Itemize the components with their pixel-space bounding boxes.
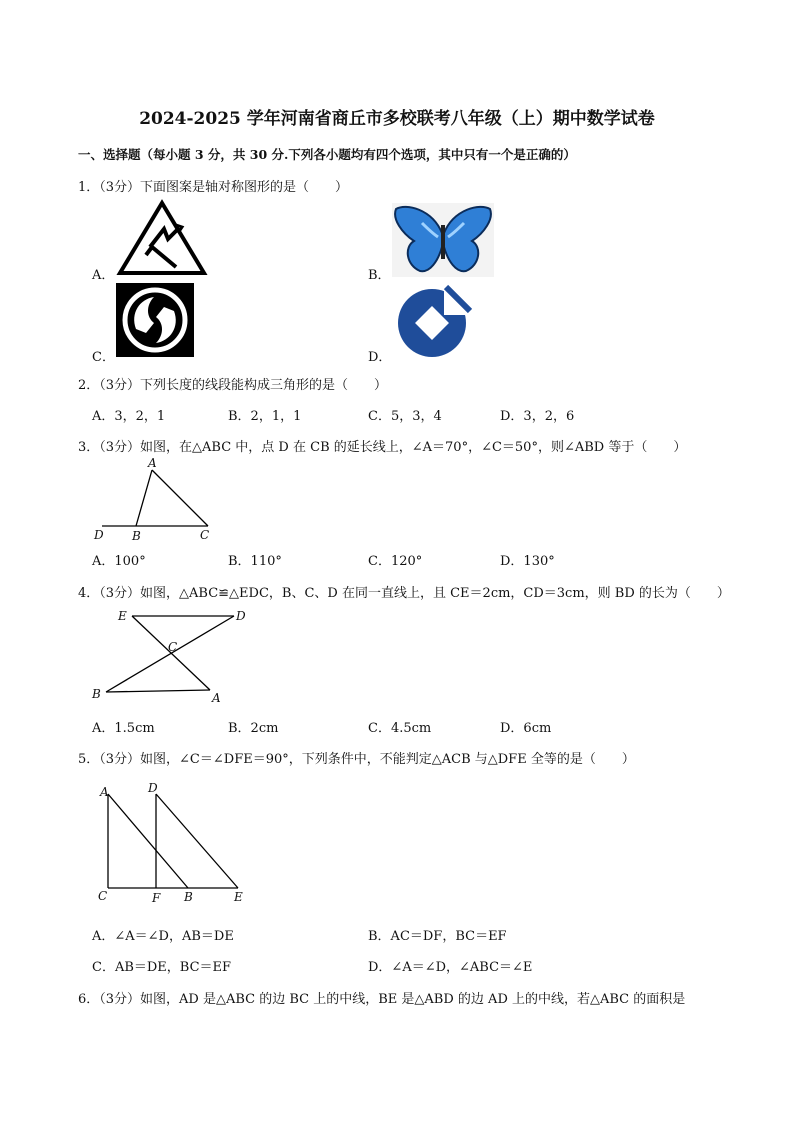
recycle-circle-icon: [116, 283, 194, 357]
q4-point-d: D: [236, 609, 246, 623]
q2-option-d: D．3，2，6: [500, 409, 575, 424]
q3-point-a: A: [148, 456, 157, 470]
q5-point-c: C: [98, 889, 108, 903]
q3-point-d: D: [94, 528, 104, 542]
section-heading: 一、选择题（每小题 3 分，共 30 分.下列各小题均有四个选项，其中只有一个是正确的）: [78, 147, 576, 162]
question-5-stem: 5．（3分）如图，∠C＝∠DFE＝90°，下列条件中，不能判定△ACB 与△DFE 全等的是（ ）: [78, 752, 635, 767]
q4-option-b: B．2cm: [228, 721, 279, 736]
q4-point-c: C: [168, 640, 178, 654]
q5-point-f: F: [152, 891, 161, 905]
q2-option-b: B．2，1，1: [228, 409, 302, 424]
q4-point-e: E: [118, 609, 127, 623]
q4-option-a: A．1.5cm: [92, 721, 155, 736]
page-title: 2024-2025 学年河南省商丘市多校联考八年级（上）期中数学试卷: [139, 109, 655, 129]
q3-side-ac: [152, 470, 208, 526]
q4-line-ba: [106, 690, 210, 692]
q4-congruent-figure: [88, 604, 258, 708]
butterfly-icon: [392, 203, 494, 277]
question-3-stem: 3．（3分）如图，在△ABC 中，点 D 在 CB 的延长线上，∠A＝70°，∠C＝50°，则∠ABD 等于（ ）: [78, 440, 687, 455]
q5-side-ab: [108, 794, 188, 888]
q1-option-d-label: D．: [368, 350, 392, 365]
q2-option-c: C．5，3，4: [368, 409, 442, 424]
q1-option-b-label: B．: [368, 268, 391, 283]
q2-option-a: A．3，2，1: [92, 409, 166, 424]
q5-option-a: A．∠A＝∠D，AB＝DE: [92, 929, 234, 944]
q3-side-ab: [136, 470, 152, 526]
q5-point-a: A: [100, 785, 109, 799]
q5-point-e: E: [234, 890, 243, 904]
q5-side-de: [156, 794, 238, 888]
q3-option-c: C．120°: [368, 554, 423, 569]
q1-option-a-label: A．: [92, 268, 115, 283]
q4-option-d: D．6cm: [500, 721, 552, 736]
question-4-stem: 4．（3分）如图，△ABC≌△EDC，B、C、D 在同一直线上，且 CE＝2cm，CD＝3cm，则 BD 的长为（ ）: [78, 586, 730, 601]
q3-point-b: B: [132, 529, 141, 543]
q4-point-b: B: [92, 687, 101, 701]
q3-triangle-figure: [90, 456, 220, 546]
q5-point-b: B: [184, 890, 193, 904]
warning-triangle-icon: [116, 199, 208, 277]
q4-option-c: C．4.5cm: [368, 721, 432, 736]
question-1-stem: 1．（3分）下面图案是轴对称图形的是（ ）: [78, 180, 349, 195]
q4-line-db: [106, 616, 234, 692]
question-6-stem: 6．（3分）如图，AD 是△ABC 的边 BC 上的中线，BE 是△ABD 的边 AD 上的中线，若△ABC 的面积是: [78, 992, 686, 1007]
bank-logo-icon: [392, 283, 472, 359]
q3-option-a: A．100°: [92, 554, 146, 569]
q5-option-b: B．AC＝DF，BC＝EF: [368, 929, 507, 944]
q1-option-c-label: C．: [92, 350, 115, 365]
q3-point-c: C: [200, 528, 210, 542]
q5-option-c: C．AB＝DE，BC＝EF: [92, 960, 232, 975]
question-2-stem: 2．（3分）下列长度的线段能构成三角形的是（ ）: [78, 378, 388, 393]
q5-right-triangles-figure: [92, 778, 252, 908]
q3-option-b: B．110°: [228, 554, 282, 569]
q4-point-a: A: [212, 691, 221, 705]
q3-option-d: D．130°: [500, 554, 555, 569]
q5-point-d: D: [148, 781, 158, 795]
q5-option-d: D．∠A＝∠D，∠ABC＝∠E: [368, 960, 533, 975]
